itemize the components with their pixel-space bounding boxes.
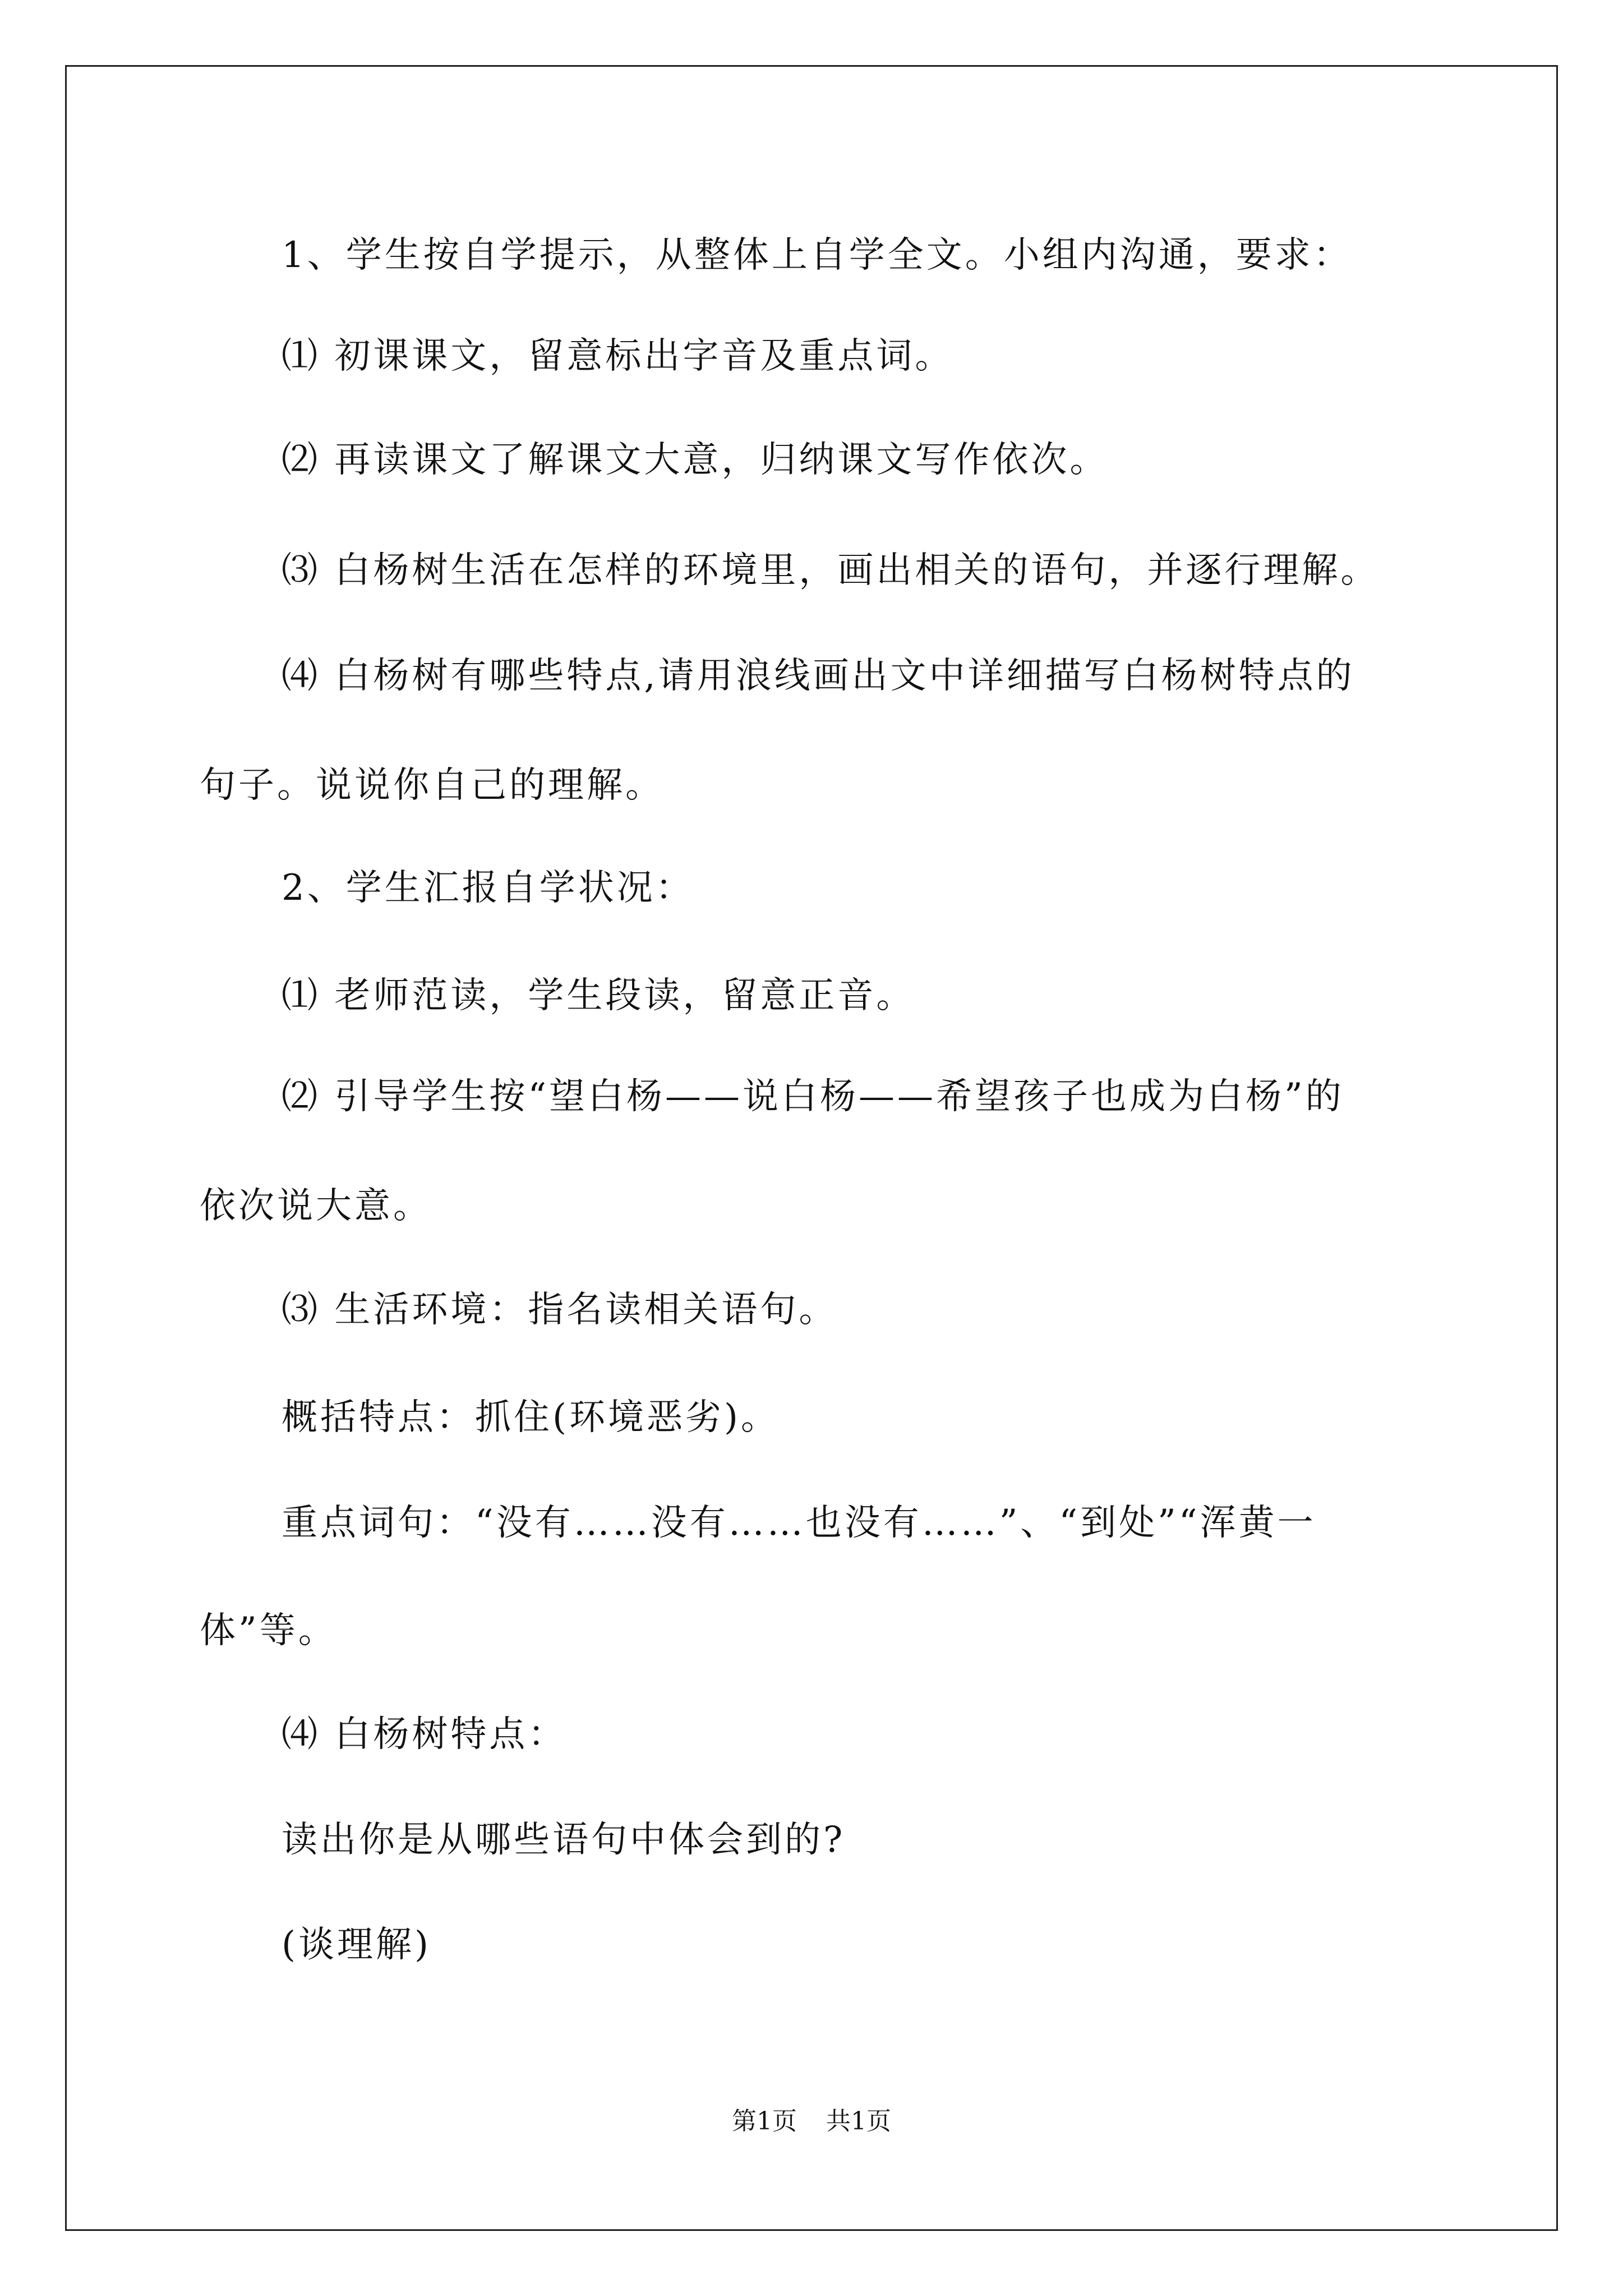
paragraph: 读出你是从哪些语句中体会到的? (282, 1819, 846, 1861)
paragraph: ⑷ 白杨树特点： (282, 1714, 567, 1755)
paragraph: ⑶ 白杨树生活在怎样的环境里，画出相关的语句，并逐行理解。 (282, 550, 1380, 591)
page-border (65, 65, 1558, 2231)
paragraph: (谈理解) (282, 1924, 431, 1966)
paragraph: ⑶ 生活环境：指名读相关语句。 (282, 1289, 838, 1331)
paragraph: ⑴ 老师范读，学生段读，留意正音。 (282, 975, 915, 1016)
paragraph: ⑵ 引导学生按“望白杨——说白杨——希望孩子也成为白杨”的 (282, 1076, 1344, 1117)
paragraph-continuation: 依次说大意。 (200, 1185, 432, 1227)
paragraph-continuation: 体”等。 (200, 1610, 337, 1651)
page-footer (0, 2105, 1623, 2138)
page-number-total: 共1页 (826, 2107, 891, 2136)
paragraph: ⑵ 再读课文了解课文大意，归纳课文写作依次。 (282, 439, 1109, 481)
page-number-current: 第1页 (732, 2107, 797, 2136)
paragraph: 2、学生汇报自学状况： (282, 867, 694, 909)
paragraph: ⑴ 初课课文，留意标出字音及重点词。 (282, 335, 954, 377)
paragraph-continuation: 句子。说说你自己的理解。 (200, 765, 664, 806)
paragraph: 概括特点：抓住(环境恶劣)。 (282, 1397, 780, 1438)
paragraph: 1、学生按自学提示，从整体上自学全文。小组内沟通，要求： (282, 234, 1352, 276)
paragraph: ⑷ 白杨树有哪些特点,请用浪线画出文中详细描写白杨树特点的 (282, 655, 1355, 697)
paragraph: 重点词句：“没有……没有……也没有……”、“到处”“浑黄一 (282, 1502, 1316, 1544)
